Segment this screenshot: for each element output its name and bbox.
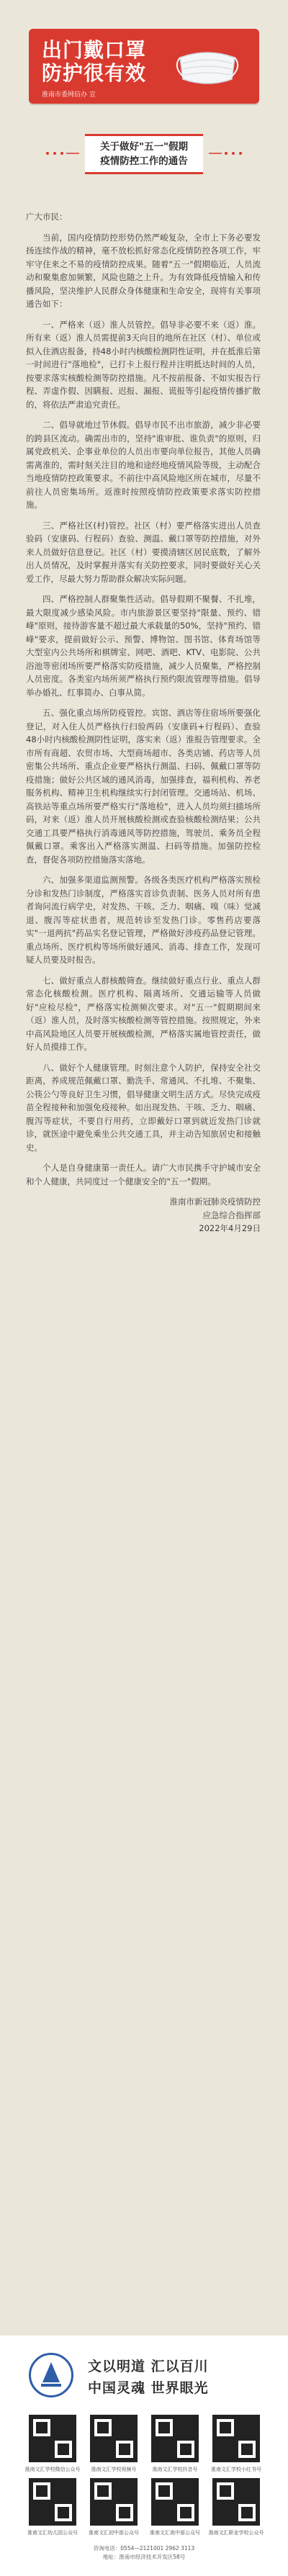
banner-image — [29, 29, 259, 104]
slogan-line-1: 文以明道 汇以百川 — [88, 2359, 209, 2374]
qr-code[interactable] — [205, 2478, 267, 2536]
paragraph: 七、做好重点人群核酸筛查。继续做好重点行业、重点人群常态化核酸检测。医疗机构、隔离场所、交通运输等人员做好"应检尽检"，严格落实检测频次要求。对"五一"假期期间来（返）淮人员，及时落实核酸检测等管控措施。按照规定，外来中高风险地区人员要开展核酸检测，严格落实属地管控责任，做好人员摸排工作。 — [26, 975, 261, 1052]
paragraph: 当前，国内疫情防控形势仍然严峻复杂，全市上下务必要发扬连续作战的精神，毫不放松抓好常态化疫情防控各项工作，牢牢守住来之不易的疫情防控成果。随着"五一"假期临近，人员流动和聚集愈加频繁，风险也随之上升。为有效降低疫情输入和传播风险，坚决维护人民群众身体健康和生命安全，现将有关事项通告如下： — [26, 232, 261, 309]
school-logo-icon — [29, 2353, 73, 2397]
paragraph: 五、强化重点场所防疫管控。宾馆、酒店等住宿场所要强化登记，对入住人员严格执行扫验两码（安康码+行程码）、查验48小时内核酸检测阴性证明，落实来（返）淮报告管理要求。全市所有商超、农贸市场、大型商场超市、各类店铺、药店等人员密集公共场所、重点企业要严格执行测温、扫码、佩戴口罩等防疫措施；做好公共区域的通风消毒，加强排查，福利机构、养老服务机构、精神卫生机构继续实行封闭管理。交通场站、机场、高铁站等重点场所要严格实行"落地检"，进入人员均须扫描场所码，对来（返）淮人员开展核酸检测或查验核酸检测结果；公共交通工具要严格执行消毒通风等防控措施，驾驶员、乘务员全程佩戴口罩。乘客出入严格落实测温、扫码等措施。加强防控检查，督促各项防控措施落实落地。 — [26, 708, 261, 865]
school-emblem-icon — [31, 2355, 71, 2395]
greeting: 广大市民： — [26, 212, 68, 222]
paragraph: 六、加强多渠道监测预警。各级各类医疗机构严格落实预检分诊和发热门诊制度，严格落实首诊负责制、医务人员对所有患者询问流行病学史，对发热、干咳、乏力、咽痛、嗅（味）觉减退、腹泻等症状患者，规范转诊至发热门诊。零售药店要落实"一退两抗"药品实名登记管理，严格做好涉疫药品登记管理。重点场所、医疗机构等场所做好通风、消毒、排查工作，发现可疑人员要及时报告。 — [26, 875, 261, 965]
banner-subtitle: 淮南市委网信办 宣 — [42, 91, 96, 99]
qr-code-icon — [151, 2478, 199, 2526]
paragraph: 八、做好个人健康管理。时刻注意个人防护，保持安全社交距离，养成规范佩戴口罩、勤洗手、常通风、不扎堆、不聚集、公筷公勺等良好卫生习惯，倡导健康文明生活方式。尽快完成疫苗全程接种和加强免疫接种。如出现发热、干咳、乏力、咽痛、腹泻等症状，不要自行用药，立即戴好口罩到就近发热门诊就诊，就医途中避免乘坐公共交通工具，并主动告知旅居史和接触史。 — [26, 1062, 261, 1153]
notice-title-line-2: 疫情防控工作的通告 — [100, 156, 188, 167]
qr-code-icon — [212, 2415, 260, 2462]
signature-org-2: 应急综合指挥部 — [202, 1210, 261, 1220]
qr-code[interactable] — [205, 2415, 267, 2473]
paragraph: 个人是自身健康第一责任人。请广大市民携手守护城市安全和个人健康，共同度过一个健康安全的"五一"假期。 — [26, 1163, 261, 1186]
qr-caption: 淮南文汇职业学校公众号 — [208, 2530, 264, 2536]
signature-org-1: 淮南市新冠肺炎疫情防控 — [169, 1197, 261, 1207]
qr-code[interactable] — [22, 2478, 84, 2536]
banner-line-1: 出门戴口罩 — [42, 38, 147, 62]
title-right-ornament — [209, 150, 245, 157]
qr-caption: 淮南文汇学校微信公众号 — [24, 2467, 81, 2472]
paragraph: 一、严格来（返）淮人员管控。倡导非必要不来（返）淮。所有来（返）淮人员需提前3天向目的地所在社区（村）、单位或拟入住酒店报备，持48小时内核酸检测阴性证明，并在抵淮后第一时间进行"落地检"，已打卡上报行程并注明抵达时间的人员，按要求落实核酸检测等防控措施。凡不按前报备、不如实报告行程、弄虚作假、因瞒报、迟报、漏报、谎报等引起疫情传播扩散的，将依法严肃追究责任。 — [26, 319, 261, 410]
face-mask-icon — [176, 45, 239, 88]
qr-caption: 淮南文汇学校小红书号 — [211, 2467, 261, 2472]
slogan-line-2: 中国灵魂 世界眼光 — [88, 2380, 209, 2396]
banner-line-2: 防护很有效 — [42, 61, 147, 85]
qr-caption: 淮南文汇幼儿园公众号 — [27, 2530, 78, 2536]
qr-code-icon — [212, 2478, 260, 2526]
qr-code[interactable] — [144, 2478, 206, 2536]
banner-text — [42, 39, 157, 99]
contact-phone: 咨询电话：0554—2121001 2962 3113 — [93, 2545, 195, 2552]
qr-code-icon — [90, 2415, 138, 2462]
school-footer — [0, 2336, 288, 2576]
notice-title-line-1: 关于做好"五一"假期 — [99, 141, 189, 153]
paragraph: 二、倡导就地过节休假。倡导市民不出市旅游，减少非必要的跨县区流动。确需出市的，坚持"谁审批、谁负责"的原则，归属党政机关、企事业单位的人员出市要向单位报告，其他人员确需离淮的，需时刻关注目的地和途经地疫情风险等级，主动配合当地疫情防控政策要求。不前往中高风险地区所在城市，尽量不前往人员密集场所。返淮时按照疫情防控政策要求落实防控措施。 — [26, 420, 261, 510]
qr-caption: 淮南文汇初中部公众号 — [89, 2530, 139, 2536]
paragraph: 四、严格控制人群聚集性活动。倡导假期不聚餐、不扎堆，最大限度减少感染风险。市内旅游景区要坚持"限量、预约、错峰"原则，接待游客量不超过最大承载量的50%，坚持"预约、错峰"要求，提前做好公示、预警、博物馆、图书馆、体育场馆等大型室内公共场所和棋牌室、网吧、酒吧、KTV、电影院、公共浴池等密闭场所要严格落实防疫措施，减少人员聚集，严格控制人员密度。各类室内场所须严格执行预约限流管理等措施。倡导举办婚礼、红事简办、白事从简。 — [26, 594, 261, 698]
qr-caption: 淮南文汇学校抖音号 — [152, 2467, 198, 2472]
signature-date: 2022年4月29日 — [199, 1223, 261, 1233]
qr-caption: 淮南文汇学校视频号 — [91, 2467, 137, 2472]
qr-code-icon — [29, 2415, 76, 2462]
qr-caption: 淮南文汇高中部公众号 — [150, 2530, 200, 2536]
qr-code-icon — [29, 2478, 76, 2526]
title-left-ornament — [43, 150, 79, 157]
paragraph: 三、严格社区(村)管控。社区（村）要严格落实进出人员查验码（安康码、行程码）查验、测温、戴口罩等防控措施，对外来人员做好信息登记。社区（村）要摸清辖区居民底数，了解外出人员情况，及时掌握并落实有关防控要求，同时要做好关心关爱工作，尽最大努力帮助群众解决实际问题。 — [26, 520, 261, 584]
qr-code-icon — [90, 2478, 138, 2526]
qr-code[interactable] — [22, 2415, 84, 2473]
qr-code[interactable] — [144, 2415, 206, 2473]
qr-code-icon — [151, 2415, 199, 2462]
notice-title — [85, 134, 203, 174]
contact-address: 地址：淮南市经济技术开发区58号 — [102, 2554, 186, 2560]
qr-code[interactable] — [83, 2478, 145, 2536]
notice-body — [26, 210, 261, 1235]
qr-code[interactable] — [83, 2415, 145, 2473]
contact-info — [0, 2544, 288, 2562]
